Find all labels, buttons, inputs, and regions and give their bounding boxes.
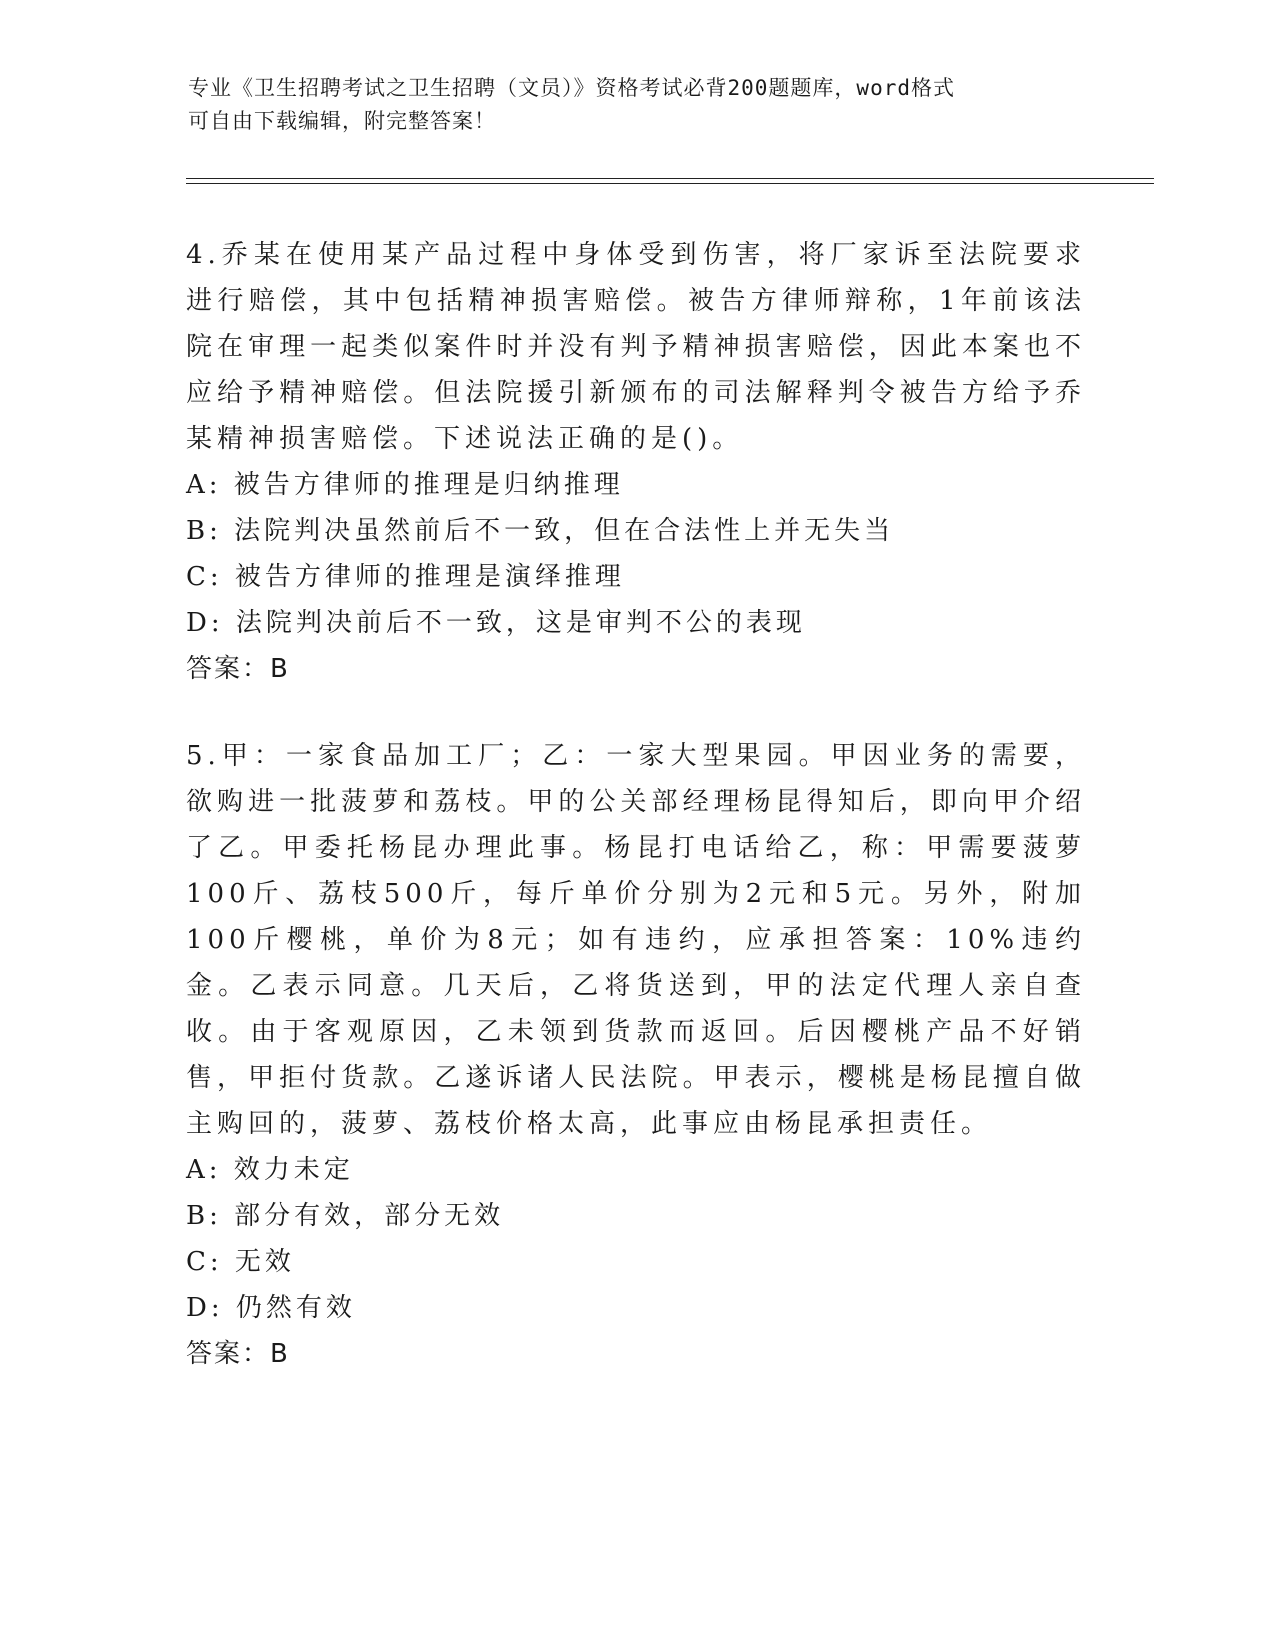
header-line-2: 可自由下载编辑，附完整答案！ — [188, 109, 496, 133]
question-4 — [186, 232, 1086, 692]
option-b: B: 法院判决虽然前后不一致，但在合法性上并无失当 — [186, 516, 895, 546]
header-divider-top — [186, 178, 1154, 179]
answer-label: 答案：B — [186, 1339, 290, 1369]
option-c: C: 被告方律师的推理是演绎推理 — [186, 562, 625, 592]
answer-label: 答案：B — [186, 654, 290, 684]
option-a: A: 被告方律师的推理是归纳推理 — [186, 470, 624, 500]
option-c: C: 无效 — [186, 1247, 295, 1277]
option-d: D: 仍然有效 — [186, 1293, 356, 1323]
header-line-1: 专业《卫生招聘考试之卫生招聘（文员）》资格考试必背200题题库，word格式 — [188, 76, 955, 100]
option-b: B: 部分有效，部分无效 — [186, 1201, 505, 1231]
option-list — [186, 1147, 1086, 1331]
question-stem: 5.甲：一家食品加工厂；乙：一家大型果园。甲因业务的需要，欲购进一批菠萝和荔枝。甲的公关部经理杨昆得知后，即向甲介绍了乙。甲委托杨昆办理此事。杨昆打电话给乙，称：甲需要菠萝100斤、荔枝500斤，每斤单价分别为2元和5元。另外，附加100斤樱桃，单价为8元；如有违约，应承担答案：10%违约金。乙表示同意。几天后，乙将货送到，甲的法定代理人亲自查收。由于客观原因，乙未领到货款而返回。后因樱桃产品不好销售，甲拒付货款。乙遂诉诸人民法院。甲表示，樱桃是杨昆擅自做主购回的，菠萝、荔枝价格太高，此事应由杨昆承担责任。 — [186, 741, 1086, 1139]
question-5 — [186, 733, 1086, 1377]
option-d: D: 法院判决前后不一致，这是审判不公的表现 — [186, 608, 806, 638]
document-header — [188, 72, 1088, 138]
question-stem: 4.乔某在使用某产品过程中身体受到伤害，将厂家诉至法院要求进行赔偿，其中包括精神损害赔偿。被告方律师辩称，1年前该法院在审理一起类似案件时并没有判予精神损害赔偿，因此本案也不应给予精神赔偿。但法院援引新颁布的司法解释判令被告方给予乔某精神损害赔偿。下述说法正确的是()。 — [186, 240, 1086, 454]
option-list — [186, 462, 1086, 646]
header-divider-bottom — [186, 183, 1154, 184]
option-a: A: 效力未定 — [186, 1155, 354, 1185]
